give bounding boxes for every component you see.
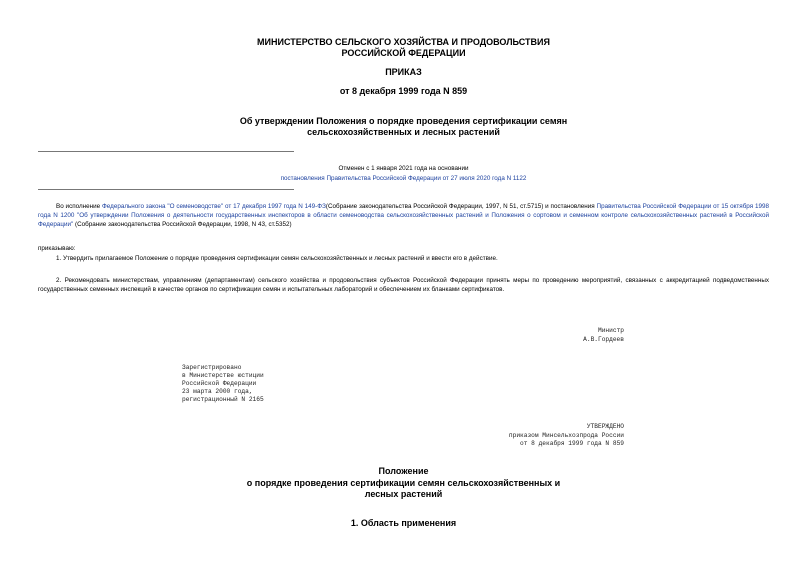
registration-line: Зарегистрировано (182, 364, 242, 371)
status-link[interactable]: постановления Правительства Российской Федерации от 27 июля 2020 года N 1122 (280, 175, 527, 182)
preamble-text-3: (Собрание законодательства Российской Федерации, 1998, N 43, ст.5352) (73, 221, 292, 228)
regulation-title-line1: Положение (378, 466, 429, 476)
divider-top (38, 151, 294, 152)
preamble-text-1: Во исполнение (56, 203, 103, 210)
law-link[interactable]: Федерального закона "О семеноводстве" от 17 декабря 1997 года N 149-ФЗ (102, 203, 326, 210)
ministry-name-line2: РОССИЙСКОЙ ФЕДЕРАЦИИ (341, 48, 466, 58)
document-title-line1: Об утверждении Положения о порядке проведения сертификации семян (239, 116, 568, 126)
approval-line: УТВЕРЖДЕНО (586, 423, 624, 430)
preamble-paragraph (38, 202, 769, 229)
approval-line: от 8 декабря 1999 года N 859 (520, 440, 624, 447)
registration-line: 23 марта 2000 года, (182, 388, 253, 395)
registration-line: Российской Федерации (182, 380, 257, 387)
ministry-name-line1: МИНИСТЕРСТВО СЕЛЬСКОГО ХОЗЯЙСТВА И ПРОДОВОЛЬСТВИЯ (257, 37, 550, 47)
approval-line: приказом Минсельхозпрода России (508, 432, 624, 439)
section-heading: 1. Область применения (350, 518, 457, 528)
document-title-line2: сельскохозяйственных и лесных растений (307, 127, 500, 137)
document-date: от 8 декабря 1999 года N 859 (339, 86, 468, 96)
registration-line: регистрационный N 2165 (182, 396, 264, 403)
regulation-title-line2: о порядке проведения сертификации семян сельскохозяйственных и (246, 478, 561, 488)
signature-position: Министр (598, 327, 624, 334)
divider-bottom (38, 189, 294, 190)
regulation-title-line3: лесных растений (364, 489, 443, 499)
order-item-1: 1. Утвердить прилагаемое Положение о порядке проведения сертификации семян сельскохозяйственных и лесных растений и ввести его в действие. (56, 255, 498, 262)
document-type: ПРИКАЗ (385, 67, 422, 77)
preamble-text-2: (Собрание законодательства Российской Федерации, 1997, N 51, ст.5715) и постановления (325, 203, 597, 210)
government-decree-link[interactable]: Правительства Российской Федерации от 15 октября 1998 года N 1200 "Об утверждении Положения о деятельности государственных инспекторов в области семеноводства сельскохозяйственных растений и Положения о сортовом и семенном контроле сельскохозяйственных растений в Российской Федерации" (38, 203, 770, 228)
status-note: Отменен с 1 января 2021 года на основании (338, 165, 469, 172)
registration-line: в Министерстве юстиции (182, 372, 264, 379)
signature-name: А.В.Гордеев (583, 336, 624, 343)
order-item-2: 2. Рекомендовать министерствам, управлениям (департаментам) сельского хозяйства и продовольствия субъектов Российской Федерации принять меры по проведению мероприятий, связанных с аккредитацией подведомственных государственных семенных инспекций в качестве органов по сертификации семян и испытательных лабораторий и обеспечением их бланками сертификатов. (38, 277, 769, 293)
orders-intro: приказываю: (38, 245, 76, 252)
